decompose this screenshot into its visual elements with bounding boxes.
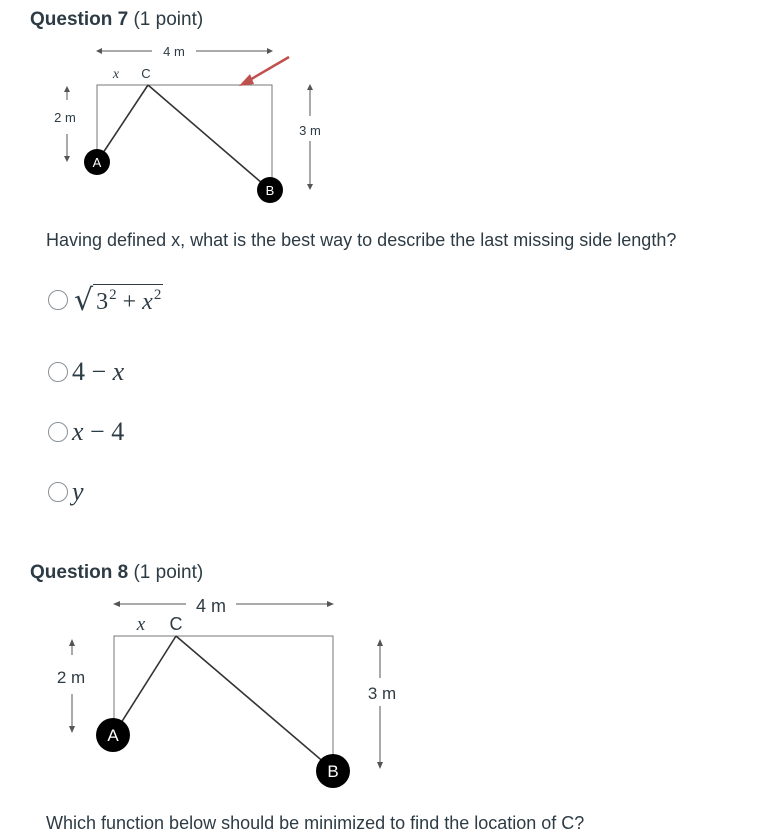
red-arrow-head	[239, 74, 254, 86]
question-8-diagram	[0, 590, 420, 795]
x-label: x	[136, 614, 146, 635]
question-8-prompt: Which function below should be minimized to find the location of C?	[46, 813, 585, 833]
question-7-diagram	[0, 40, 330, 210]
left-arrowhead-up	[69, 639, 75, 646]
sqrt-expression	[74, 282, 163, 318]
segment-a-c	[97, 85, 148, 162]
option-x-minus-4[interactable]	[48, 416, 124, 448]
radicand: $3^2 + x^2$	[93, 284, 163, 315]
right-arrowhead-down	[377, 762, 383, 769]
option-x-minus-4-text: x − 4	[72, 417, 125, 446]
radio-button[interactable]	[48, 362, 68, 382]
option-y[interactable]	[48, 476, 84, 508]
sqrt-symbol: √	[74, 282, 94, 318]
point-a-label: A	[92, 155, 102, 170]
option-y-text: y	[72, 477, 84, 506]
top-arrowhead-right	[327, 601, 334, 607]
point-b-label: B	[265, 183, 275, 198]
question-7-points: (1 point)	[133, 9, 204, 30]
segment-a-c	[114, 636, 176, 734]
radio-button[interactable]	[48, 422, 68, 442]
question-8-points: (1 point)	[133, 562, 204, 583]
red-arrow-shaft	[248, 57, 289, 81]
top-length-label: 4 m	[195, 596, 227, 616]
question-8-title	[30, 562, 203, 584]
segment-c-b	[148, 85, 270, 190]
top-arrowhead-left	[113, 601, 120, 607]
x-label: x	[112, 67, 120, 82]
radio-button[interactable]	[48, 290, 68, 310]
option-4-minus-x-text: 4 − x	[72, 357, 125, 386]
top-length-label: 4 m	[163, 44, 185, 59]
question-8-label: Question 8	[30, 562, 129, 583]
right-arrowhead-up	[377, 639, 383, 646]
question-7-label: Question 7	[30, 9, 129, 30]
right-height-label: 3 m	[299, 123, 321, 138]
segment-c-b	[176, 636, 333, 770]
radio-button[interactable]	[48, 482, 68, 502]
option-4-minus-x[interactable]	[48, 356, 124, 388]
point-a-label: A	[107, 726, 119, 745]
left-height-label: 2 m	[54, 110, 76, 125]
left-arrowhead-up	[64, 86, 70, 92]
left-arrowhead-down	[69, 726, 75, 733]
c-label: C	[169, 614, 183, 634]
question-7-prompt: Having defined x, what is the best way to describe the last missing side length?	[46, 230, 677, 250]
top-arrowhead-right	[267, 48, 273, 54]
right-height-label: 3 m	[367, 684, 397, 703]
point-b-label: B	[327, 762, 339, 781]
left-arrowhead-down	[64, 156, 70, 162]
question-7-title	[30, 9, 203, 31]
right-arrowhead-down	[307, 184, 313, 190]
left-height-label: 2 m	[56, 668, 86, 687]
ground-outline	[97, 85, 272, 189]
right-arrowhead-up	[307, 84, 313, 90]
option-sqrt[interactable]	[48, 284, 163, 316]
ground-outline	[114, 636, 333, 770]
c-label: C	[141, 66, 151, 81]
top-arrowhead-left	[96, 48, 102, 54]
